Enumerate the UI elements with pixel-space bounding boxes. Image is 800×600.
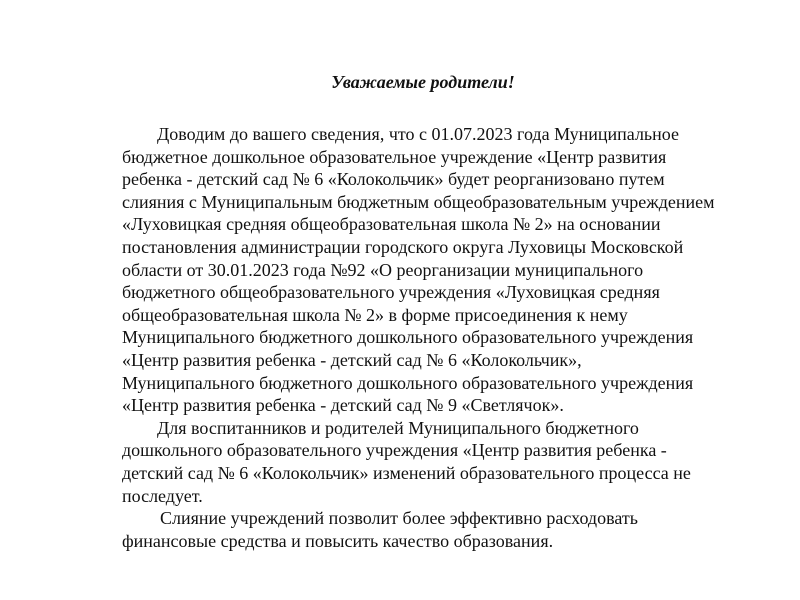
text-line: финансовые средства и повысить качество образования. <box>122 530 554 551</box>
text-line: последует. <box>122 485 203 506</box>
text-line: Муниципального бюджетного дошкольного образовательного учреждения <box>122 372 694 393</box>
document-title: Уважаемые родители! <box>331 72 515 92</box>
text-line: «Центр развития ребенка - детский сад № 6 «Колокольчик», <box>122 349 582 370</box>
text-line: постановления администрации городского округа Луховицы Московской <box>122 236 684 257</box>
text-line: «Центр развития ребенка - детский сад № 9 «Светлячок». <box>122 395 564 416</box>
text-line: Слияние учреждений позволит более эффективно расходовать <box>160 508 638 529</box>
text-line: ребенка - детский сад № 6 «Колокольчик» будет реорганизовано путем <box>122 169 665 190</box>
document-body <box>122 123 742 552</box>
text-line: Доводим до вашего сведения, что с 01.07.2023 года Муниципальное <box>157 124 679 144</box>
paragraph-reorganization <box>122 123 742 417</box>
text-line: области от 30.01.2023 года №92 «О реорганизации муниципального <box>122 259 644 280</box>
text-line: «Луховицкая средняя общеобразовательная школа № 2» на основании <box>122 214 661 235</box>
text-line: бюджетного общеобразовательного учреждения «Луховицкая средняя <box>122 282 660 303</box>
text-line: слияния с Муниципальным бюджетным общеобразовательным учреждением <box>122 191 715 212</box>
text-line: бюджетное дошкольное образовательное учреждение «Центр развития <box>122 146 667 167</box>
paragraph-benefits <box>122 507 742 552</box>
paragraph-no-changes <box>122 417 742 507</box>
text-line: Муниципального бюджетного дошкольного образовательного учреждения <box>122 327 694 348</box>
text-line: детский сад № 6 «Колокольчик» изменений образовательного процесса не <box>122 462 691 483</box>
text-line: общеобразовательная школа № 2» в форме присоединения к нему <box>122 304 628 325</box>
text-line: Для воспитанников и родителей Муниципального бюджетного <box>157 417 639 438</box>
text-line: дошкольного образовательного учреждения «Центр развития ребенка - <box>122 440 667 461</box>
